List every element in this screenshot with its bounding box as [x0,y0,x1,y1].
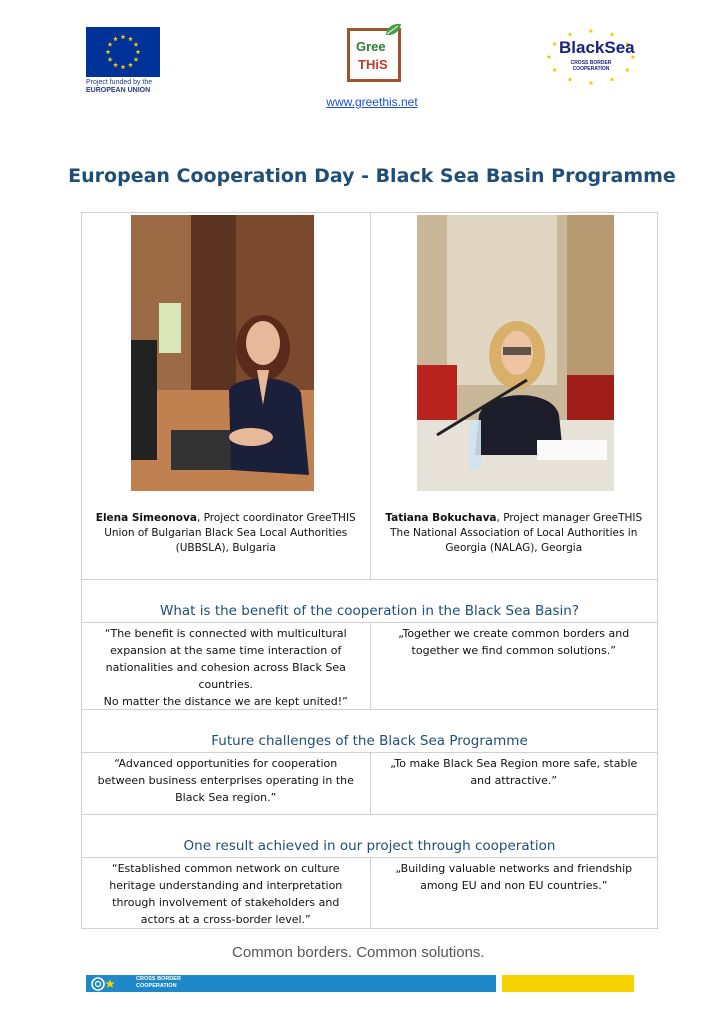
answer-line: through involvement of stakeholders and [112,896,340,909]
page-title: European Cooperation Day - Black Sea Basin Programme [68,165,676,187]
black-sea-logo-sub1: CROSS BORDER [570,60,612,66]
person-name: Elena Simeonova [95,512,197,524]
answer-line: between business enterprises operating in the [97,774,354,787]
greethis-logo-text-2: THiS [358,57,388,72]
section-heading-row [82,709,657,752]
footer-bar [86,975,634,992]
answer-line: nationalities and cohesion across Black Sea [105,661,346,674]
black-sea-logo-title [559,38,635,58]
leaf-icon [384,23,402,37]
person-org-line2: (UBBSLA), Bulgaria [175,542,276,554]
photo-tatiana [417,215,614,491]
answer-line: „Together we create common borders and [398,627,630,640]
answer-row [82,622,657,709]
footer-slogan: Common borders. Common solutions. [232,944,485,961]
person-role: , Project coordinator GreeTHIS [196,512,356,524]
section-heading: One result achieved in our project through cooperation [183,838,556,854]
wave-icon [90,976,116,991]
answer-line: expansion at the same time interaction of [110,644,342,657]
answer-line: No matter the distance we are kept united!” [103,695,348,708]
section-heading: Future challenges of the Black Sea Programme [211,733,528,749]
black-sea-logo-word1: Black [559,38,605,57]
black-sea-logo-word2: Sea [604,38,635,57]
eu-caption [86,79,164,95]
greethis-logo [347,28,401,82]
black-sea-logo-subtitle [565,60,617,72]
answer-left [82,753,370,814]
answer-right [370,753,658,814]
answer-left [82,858,370,928]
person-org-line1: Union of Bulgarian Black Sea Local Authorities [104,527,348,539]
section-heading-row [82,814,657,857]
section-heading: What is the benefit of the cooperation in the Black Sea Basin? [160,603,579,619]
content-table [81,212,658,929]
person-card-right [370,213,658,579]
answer-line: „To make Black Sea Region more safe, stable [390,757,638,770]
person-role: , Project manager GreeTHIS [496,512,643,524]
eu-logo [86,27,164,95]
answer-line: “The benefit is connected with multicultural [104,627,347,640]
caption-elena [88,511,364,556]
website-link[interactable]: www.greethis.net [326,95,418,109]
answer-line: countries. [198,678,254,691]
eu-caption-line2: EUROPEAN UNION [86,87,151,94]
person-card-left [82,213,370,579]
section-heading-row [82,579,657,622]
answer-line: heritage understanding and interpretation [109,879,343,892]
person-name: Tatiana Bokuchava [385,512,497,524]
answer-right [370,623,658,709]
answer-line: together we find common solutions.” [411,644,616,657]
black-sea-logo-sub2: COOPERATION [572,66,610,72]
answer-line: “Advanced opportunities for cooperation [114,757,338,770]
photo-row [82,213,657,579]
answer-line: “Established common network on culture [111,862,340,875]
black-sea-logo [545,28,640,86]
answer-row [82,752,657,814]
caption-tatiana [377,511,652,556]
answer-row [82,857,657,928]
answer-left [82,623,370,709]
greethis-logo-text-1: Gree [356,39,386,54]
footer-bar-text-2: COOPERATION [136,983,177,989]
answer-line: actors at a cross-border level.” [140,913,311,926]
footer-bar-blue [86,975,496,992]
footer-bar-text-1: CROSS BORDER [136,976,181,982]
footer-bar-text [136,976,181,990]
eu-flag-icon [86,27,160,77]
answer-line: „Building valuable networks and friendship [395,862,633,875]
photo-elena [131,215,314,491]
answer-line: among EU and non EU countries.” [420,879,608,892]
answer-line: and attractive.” [470,774,558,787]
eu-caption-line1: Project funded by the [86,79,153,86]
footer-bar-yellow [502,975,634,992]
answer-line: Black Sea region.” [175,791,277,804]
answer-right [370,858,658,928]
person-org-line1: The National Association of Local Authorities in [390,527,638,539]
person-org-line2: Georgia (NALAG), Georgia [445,542,583,554]
